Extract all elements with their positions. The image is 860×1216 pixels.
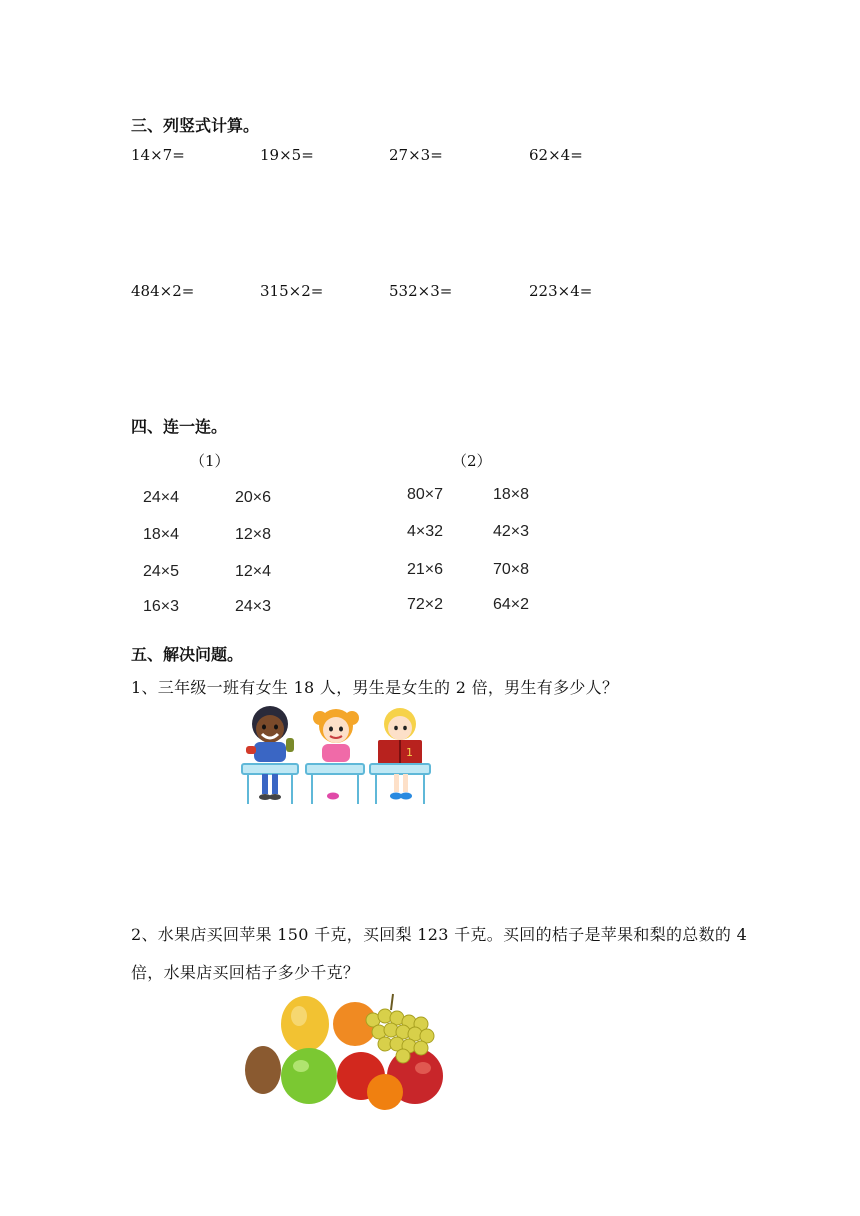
- group-1-label: （1）: [190, 452, 230, 470]
- group-2-left-item[interactable]: 4×32: [407, 523, 444, 540]
- group-1-right-item[interactable]: 12×8: [235, 526, 272, 543]
- boy-figure: [246, 706, 294, 762]
- problem-2-text-line-1: 2、水果店买回苹果 150 千克，买回梨 123 千克。买回的桔子是苹果和梨的总数的 4: [131, 925, 748, 944]
- group-2-right-item[interactable]: 18×8: [493, 486, 530, 503]
- group-2-right-item[interactable]: 42×3: [493, 523, 530, 540]
- expression-4: 62×4=: [529, 146, 583, 164]
- section-4-title: 四、连一连。: [131, 417, 228, 436]
- fruit-pile-illustration: [243, 990, 448, 1112]
- group-2-left-item[interactable]: 21×6: [407, 561, 444, 578]
- section-3-title: 三、列竖式计算。: [131, 116, 260, 135]
- expression-6: 315×2=: [260, 282, 324, 300]
- group-1-right-item[interactable]: 12×4: [235, 563, 272, 580]
- group-1-right-item[interactable]: 24×3: [235, 598, 272, 615]
- group-1-left-item[interactable]: 18×4: [143, 526, 180, 543]
- expression-7: 532×3=: [389, 282, 453, 300]
- group-1-left-item[interactable]: 24×5: [143, 563, 180, 580]
- section-5-title: 五、解决问题。: [131, 645, 244, 664]
- group-2-left-item[interactable]: 72×2: [407, 596, 444, 613]
- expression-1: 14×7=: [131, 146, 185, 164]
- group-2-right-item[interactable]: 64×2: [493, 596, 530, 613]
- students-at-desks-illustration: [238, 702, 434, 808]
- expression-8: 223×4=: [529, 282, 593, 300]
- expression-3: 27×3=: [389, 146, 443, 164]
- group-1-right-item[interactable]: 20×6: [235, 489, 272, 506]
- problem-1-text: 1、三年级一班有女生 18 人，男生是女生的 2 倍，男生有多少人？: [131, 678, 619, 697]
- group-2-label: （2）: [452, 452, 492, 470]
- group-2-left-item[interactable]: 80×7: [407, 486, 444, 503]
- reading-boy-figure: [378, 708, 422, 764]
- expression-2: 19×5=: [260, 146, 314, 164]
- group-1-left-item[interactable]: 24×4: [143, 489, 180, 506]
- group-1-left-item[interactable]: 16×3: [143, 598, 180, 615]
- group-2-right-item[interactable]: 70×8: [493, 561, 530, 578]
- expression-5: 484×2=: [131, 282, 195, 300]
- problem-2-text-line-2: 倍，水果店买回桔子多少千克？: [131, 963, 360, 982]
- girl-figure: [313, 709, 359, 762]
- svg-text:1: 1: [406, 746, 413, 759]
